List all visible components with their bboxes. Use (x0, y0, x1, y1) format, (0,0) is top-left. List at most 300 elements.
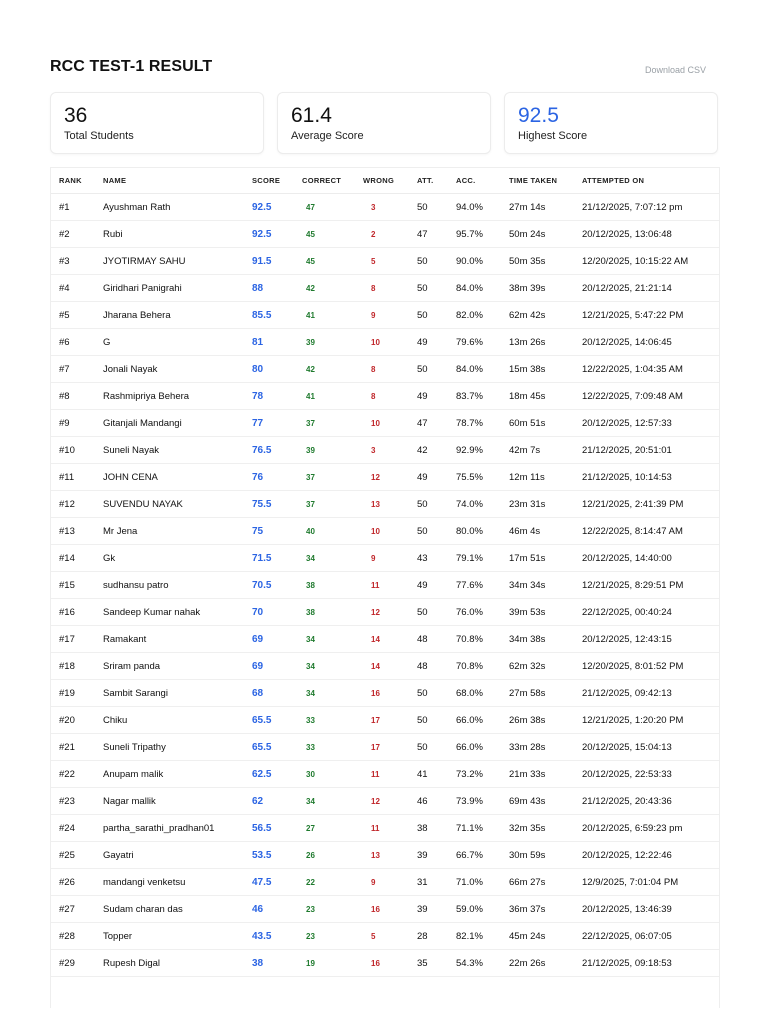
cell-wrong: 10 (363, 410, 417, 437)
cell-correct: 37 (302, 464, 363, 491)
cell-correct: 45 (302, 221, 363, 248)
cell-attempted-on: 20/12/2025, 14:06:45 (582, 329, 719, 356)
cell-accuracy: 82.1% (456, 923, 509, 950)
cell-name: Sambit Sarangi (103, 680, 252, 707)
cell-name: sudhansu patro (103, 572, 252, 599)
cell-name: Ayushman Rath (103, 194, 252, 221)
table-row (51, 653, 719, 680)
cell-name: Suneli Nayak (103, 437, 252, 464)
cell-accuracy: 94.0% (456, 194, 509, 221)
results-table-container (50, 167, 720, 1008)
table-row (51, 950, 719, 977)
cell-correct: 42 (302, 275, 363, 302)
cell-name: Chiku (103, 707, 252, 734)
cell-correct: 41 (302, 383, 363, 410)
cell-time-taken: 62m 32s (509, 653, 582, 680)
cell-accuracy: 90.0% (456, 248, 509, 275)
cell-time-taken: 15m 38s (509, 356, 582, 383)
cell-score: 38 (252, 950, 302, 977)
cell-score: 68 (252, 680, 302, 707)
cell-rank: #22 (51, 761, 103, 788)
cell-attempted-on: 21/12/2025, 7:07:12 pm (582, 194, 719, 221)
cell-wrong: 17 (363, 707, 417, 734)
table-row (51, 815, 719, 842)
cell-score: 75 (252, 518, 302, 545)
cell-attempted: 50 (417, 599, 456, 626)
cell-accuracy: 66.0% (456, 734, 509, 761)
cell-wrong: 2 (363, 221, 417, 248)
cell-attempted: 50 (417, 275, 456, 302)
table-row (51, 248, 719, 275)
stat-label: Total Students (64, 130, 134, 142)
cell-attempted-on: 20/12/2025, 12:57:33 (582, 410, 719, 437)
table-row (51, 275, 719, 302)
cell-score: 70 (252, 599, 302, 626)
cell-rank: #9 (51, 410, 103, 437)
cell-accuracy: 70.8% (456, 626, 509, 653)
cell-score: 75.5 (252, 491, 302, 518)
cell-wrong: 13 (363, 491, 417, 518)
cell-accuracy: 79.1% (456, 545, 509, 572)
cell-correct: 39 (302, 329, 363, 356)
cell-accuracy: 75.5% (456, 464, 509, 491)
cell-wrong: 12 (363, 599, 417, 626)
col-header-name[interactable]: NAME (103, 168, 252, 194)
cell-attempted-on: 12/9/2025, 7:01:04 PM (582, 869, 719, 896)
cell-accuracy: 59.0% (456, 896, 509, 923)
stat-label: Average Score (291, 130, 364, 142)
results-table (51, 168, 719, 977)
cell-score: 77 (252, 410, 302, 437)
col-header-time-taken[interactable]: TIME TAKEN (509, 168, 582, 194)
cell-correct: 26 (302, 842, 363, 869)
cell-rank: #2 (51, 221, 103, 248)
table-row (51, 869, 719, 896)
cell-accuracy: 73.9% (456, 788, 509, 815)
cell-time-taken: 18m 45s (509, 383, 582, 410)
cell-attempted-on: 12/22/2025, 1:04:35 AM (582, 356, 719, 383)
cell-attempted-on: 12/22/2025, 7:09:48 AM (582, 383, 719, 410)
cell-rank: #20 (51, 707, 103, 734)
cell-score: 70.5 (252, 572, 302, 599)
cell-accuracy: 66.7% (456, 842, 509, 869)
cell-score: 91.5 (252, 248, 302, 275)
cell-wrong: 12 (363, 788, 417, 815)
cell-correct: 34 (302, 545, 363, 572)
cell-attempted-on: 12/22/2025, 8:14:47 AM (582, 518, 719, 545)
cell-correct: 38 (302, 572, 363, 599)
cell-accuracy: 92.9% (456, 437, 509, 464)
cell-attempted: 43 (417, 545, 456, 572)
cell-accuracy: 83.7% (456, 383, 509, 410)
cell-name: Rashmipriya Behera (103, 383, 252, 410)
cell-wrong: 8 (363, 275, 417, 302)
cell-rank: #17 (51, 626, 103, 653)
cell-attempted-on: 20/12/2025, 22:53:33 (582, 761, 719, 788)
cell-accuracy: 71.1% (456, 815, 509, 842)
col-header-attempted[interactable]: ATT. (417, 168, 456, 194)
cell-attempted-on: 20/12/2025, 15:04:13 (582, 734, 719, 761)
cell-score: 47.5 (252, 869, 302, 896)
cell-wrong: 16 (363, 950, 417, 977)
table-row (51, 896, 719, 923)
cell-attempted-on: 21/12/2025, 09:42:13 (582, 680, 719, 707)
cell-correct: 34 (302, 788, 363, 815)
cell-attempted: 41 (417, 761, 456, 788)
cell-score: 85.5 (252, 302, 302, 329)
cell-attempted: 47 (417, 410, 456, 437)
cell-correct: 23 (302, 923, 363, 950)
table-row (51, 302, 719, 329)
cell-time-taken: 33m 28s (509, 734, 582, 761)
cell-rank: #13 (51, 518, 103, 545)
cell-score: 76.5 (252, 437, 302, 464)
table-header-row (51, 168, 719, 194)
cell-attempted: 49 (417, 464, 456, 491)
cell-correct: 30 (302, 761, 363, 788)
cell-correct: 34 (302, 626, 363, 653)
cell-correct: 33 (302, 734, 363, 761)
cell-name: Rubi (103, 221, 252, 248)
page-header (50, 58, 718, 82)
cell-name: Jonali Nayak (103, 356, 252, 383)
cell-wrong: 5 (363, 248, 417, 275)
cell-score: 69 (252, 626, 302, 653)
cell-correct: 22 (302, 869, 363, 896)
table-row (51, 437, 719, 464)
cell-time-taken: 30m 59s (509, 842, 582, 869)
cell-name: Mr Jena (103, 518, 252, 545)
cell-correct: 33 (302, 707, 363, 734)
cell-time-taken: 69m 43s (509, 788, 582, 815)
cell-time-taken: 32m 35s (509, 815, 582, 842)
cell-time-taken: 12m 11s (509, 464, 582, 491)
table-row (51, 788, 719, 815)
cell-attempted-on: 20/12/2025, 12:43:15 (582, 626, 719, 653)
page-title: RCC TEST-1 RESULT (50, 58, 213, 75)
cell-attempted: 50 (417, 734, 456, 761)
cell-rank: #12 (51, 491, 103, 518)
cell-correct: 19 (302, 950, 363, 977)
cell-score: 43.5 (252, 923, 302, 950)
cell-wrong: 14 (363, 653, 417, 680)
cell-wrong: 3 (363, 437, 417, 464)
cell-accuracy: 82.0% (456, 302, 509, 329)
cell-score: 69 (252, 653, 302, 680)
cell-attempted-on: 20/12/2025, 13:46:39 (582, 896, 719, 923)
stat-card-total-students (50, 92, 264, 154)
cell-name: Gayatri (103, 842, 252, 869)
cell-correct: 45 (302, 248, 363, 275)
cell-rank: #8 (51, 383, 103, 410)
cell-attempted-on: 21/12/2025, 09:18:53 (582, 950, 719, 977)
cell-time-taken: 17m 51s (509, 545, 582, 572)
cell-wrong: 17 (363, 734, 417, 761)
cell-score: 76 (252, 464, 302, 491)
cell-wrong: 12 (363, 464, 417, 491)
cell-accuracy: 84.0% (456, 275, 509, 302)
cell-score: 92.5 (252, 194, 302, 221)
cell-accuracy: 79.6% (456, 329, 509, 356)
cell-rank: #25 (51, 842, 103, 869)
cell-attempted: 39 (417, 896, 456, 923)
cell-attempted-on: 20/12/2025, 21:21:14 (582, 275, 719, 302)
table-row (51, 842, 719, 869)
cell-rank: #11 (51, 464, 103, 491)
cell-accuracy: 76.0% (456, 599, 509, 626)
cell-name: partha_sarathi_pradhan01 (103, 815, 252, 842)
cell-accuracy: 70.8% (456, 653, 509, 680)
table-row (51, 572, 719, 599)
cell-time-taken: 21m 33s (509, 761, 582, 788)
cell-attempted-on: 22/12/2025, 06:07:05 (582, 923, 719, 950)
cell-correct: 37 (302, 410, 363, 437)
table-row (51, 329, 719, 356)
cell-correct: 41 (302, 302, 363, 329)
cell-accuracy: 73.2% (456, 761, 509, 788)
cell-attempted: 50 (417, 248, 456, 275)
cell-attempted-on: 20/12/2025, 6:59:23 pm (582, 815, 719, 842)
cell-time-taken: 26m 38s (509, 707, 582, 734)
cell-attempted-on: 21/12/2025, 20:51:01 (582, 437, 719, 464)
col-header-correct[interactable]: CORRECT (302, 168, 363, 194)
cell-time-taken: 42m 7s (509, 437, 582, 464)
cell-correct: 37 (302, 491, 363, 518)
cell-accuracy: 54.3% (456, 950, 509, 977)
cell-rank: #14 (51, 545, 103, 572)
cell-accuracy: 77.6% (456, 572, 509, 599)
stat-card-highest-score (504, 92, 718, 154)
cell-attempted: 48 (417, 626, 456, 653)
cell-rank: #5 (51, 302, 103, 329)
cell-time-taken: 34m 34s (509, 572, 582, 599)
cell-time-taken: 34m 38s (509, 626, 582, 653)
cell-name: Ramakant (103, 626, 252, 653)
cell-time-taken: 50m 24s (509, 221, 582, 248)
col-header-wrong[interactable]: WRONG (363, 168, 417, 194)
cell-attempted: 28 (417, 923, 456, 950)
cell-rank: #28 (51, 923, 103, 950)
table-row (51, 734, 719, 761)
cell-wrong: 8 (363, 356, 417, 383)
cell-score: 62.5 (252, 761, 302, 788)
cell-rank: #6 (51, 329, 103, 356)
cell-attempted-on: 12/20/2025, 10:15:22 AM (582, 248, 719, 275)
cell-correct: 27 (302, 815, 363, 842)
cell-time-taken: 27m 58s (509, 680, 582, 707)
stats-row (50, 92, 718, 154)
cell-wrong: 9 (363, 302, 417, 329)
cell-attempted: 42 (417, 437, 456, 464)
cell-attempted: 50 (417, 302, 456, 329)
col-header-rank[interactable]: RANK (51, 168, 103, 194)
cell-name: JOHN CENA (103, 464, 252, 491)
cell-name: Nagar mallik (103, 788, 252, 815)
cell-correct: 42 (302, 356, 363, 383)
cell-rank: #24 (51, 815, 103, 842)
cell-wrong: 10 (363, 329, 417, 356)
cell-name: Sriram panda (103, 653, 252, 680)
cell-time-taken: 36m 37s (509, 896, 582, 923)
cell-wrong: 14 (363, 626, 417, 653)
cell-attempted: 49 (417, 383, 456, 410)
cell-correct: 34 (302, 680, 363, 707)
cell-rank: #4 (51, 275, 103, 302)
cell-attempted-on: 20/12/2025, 13:06:48 (582, 221, 719, 248)
cell-attempted: 50 (417, 518, 456, 545)
cell-rank: #3 (51, 248, 103, 275)
cell-attempted-on: 12/21/2025, 2:41:39 PM (582, 491, 719, 518)
cell-time-taken: 60m 51s (509, 410, 582, 437)
table-row (51, 680, 719, 707)
cell-attempted-on: 22/12/2025, 00:40:24 (582, 599, 719, 626)
stat-value: 61.4 (291, 104, 332, 127)
cell-time-taken: 46m 4s (509, 518, 582, 545)
table-row (51, 221, 719, 248)
cell-attempted-on: 12/20/2025, 8:01:52 PM (582, 653, 719, 680)
cell-correct: 34 (302, 653, 363, 680)
cell-score: 88 (252, 275, 302, 302)
cell-correct: 40 (302, 518, 363, 545)
cell-attempted-on: 20/12/2025, 12:22:46 (582, 842, 719, 869)
cell-wrong: 11 (363, 761, 417, 788)
stat-value: 36 (64, 104, 88, 127)
cell-name: SUVENDU NAYAK (103, 491, 252, 518)
cell-attempted-on: 12/21/2025, 1:20:20 PM (582, 707, 719, 734)
cell-rank: #27 (51, 896, 103, 923)
cell-name: JYOTIRMAY SAHU (103, 248, 252, 275)
table-row (51, 626, 719, 653)
cell-attempted-on: 12/21/2025, 8:29:51 PM (582, 572, 719, 599)
cell-accuracy: 68.0% (456, 680, 509, 707)
cell-score: 81 (252, 329, 302, 356)
cell-wrong: 13 (363, 842, 417, 869)
stat-label: Highest Score (518, 130, 588, 142)
cell-name: Gk (103, 545, 252, 572)
cell-score: 65.5 (252, 734, 302, 761)
cell-rank: #23 (51, 788, 103, 815)
table-row (51, 923, 719, 950)
cell-score: 80 (252, 356, 302, 383)
cell-rank: #7 (51, 356, 103, 383)
cell-wrong: 10 (363, 518, 417, 545)
cell-attempted: 46 (417, 788, 456, 815)
cell-wrong: 9 (363, 869, 417, 896)
table-row (51, 599, 719, 626)
cell-time-taken: 66m 27s (509, 869, 582, 896)
table-row (51, 491, 719, 518)
table-row (51, 464, 719, 491)
cell-rank: #10 (51, 437, 103, 464)
col-header-accuracy[interactable]: ACC. (456, 168, 509, 194)
cell-score: 92.5 (252, 221, 302, 248)
cell-wrong: 11 (363, 815, 417, 842)
table-row (51, 410, 719, 437)
cell-name: Anupam malik (103, 761, 252, 788)
cell-name: Suneli Tripathy (103, 734, 252, 761)
col-header-attempted-on[interactable]: ATTEMPTED ON (582, 168, 719, 194)
cell-score: 65.5 (252, 707, 302, 734)
cell-accuracy: 84.0% (456, 356, 509, 383)
cell-rank: #16 (51, 599, 103, 626)
cell-attempted-on: 12/21/2025, 5:47:22 PM (582, 302, 719, 329)
table-row (51, 383, 719, 410)
cell-attempted-on: 20/12/2025, 14:40:00 (582, 545, 719, 572)
stat-value: 92.5 (518, 104, 559, 127)
cell-rank: #15 (51, 572, 103, 599)
cell-attempted: 49 (417, 329, 456, 356)
cell-time-taken: 38m 39s (509, 275, 582, 302)
cell-score: 53.5 (252, 842, 302, 869)
cell-name: Gitanjali Mandangi (103, 410, 252, 437)
cell-wrong: 8 (363, 383, 417, 410)
table-body (51, 194, 719, 977)
cell-wrong: 11 (363, 572, 417, 599)
cell-attempted: 49 (417, 572, 456, 599)
cell-rank: #26 (51, 869, 103, 896)
cell-time-taken: 39m 53s (509, 599, 582, 626)
table-row (51, 194, 719, 221)
cell-name: mandangi venketsu (103, 869, 252, 896)
cell-rank: #29 (51, 950, 103, 977)
cell-attempted-on: 21/12/2025, 10:14:53 (582, 464, 719, 491)
cell-attempted: 48 (417, 653, 456, 680)
cell-time-taken: 23m 31s (509, 491, 582, 518)
cell-accuracy: 74.0% (456, 491, 509, 518)
cell-score: 46 (252, 896, 302, 923)
cell-correct: 38 (302, 599, 363, 626)
cell-name: Topper (103, 923, 252, 950)
cell-attempted: 50 (417, 356, 456, 383)
cell-attempted: 47 (417, 221, 456, 248)
cell-score: 78 (252, 383, 302, 410)
cell-accuracy: 80.0% (456, 518, 509, 545)
cell-attempted: 50 (417, 707, 456, 734)
cell-wrong: 16 (363, 680, 417, 707)
cell-time-taken: 27m 14s (509, 194, 582, 221)
cell-attempted-on: 21/12/2025, 20:43:36 (582, 788, 719, 815)
cell-wrong: 5 (363, 923, 417, 950)
cell-time-taken: 50m 35s (509, 248, 582, 275)
cell-time-taken: 62m 42s (509, 302, 582, 329)
table-row (51, 545, 719, 572)
cell-score: 62 (252, 788, 302, 815)
cell-wrong: 3 (363, 194, 417, 221)
cell-name: G (103, 329, 252, 356)
cell-name: Sudam charan das (103, 896, 252, 923)
cell-correct: 23 (302, 896, 363, 923)
cell-accuracy: 95.7% (456, 221, 509, 248)
download-csv-link[interactable]: Download CSV (644, 65, 706, 75)
cell-score: 71.5 (252, 545, 302, 572)
cell-accuracy: 71.0% (456, 869, 509, 896)
cell-correct: 47 (302, 194, 363, 221)
cell-rank: #1 (51, 194, 103, 221)
stat-card-average-score (277, 92, 491, 154)
cell-accuracy: 66.0% (456, 707, 509, 734)
table-row (51, 518, 719, 545)
cell-time-taken: 45m 24s (509, 923, 582, 950)
col-header-score[interactable]: SCORE (252, 168, 302, 194)
cell-rank: #19 (51, 680, 103, 707)
cell-wrong: 16 (363, 896, 417, 923)
cell-attempted: 31 (417, 869, 456, 896)
cell-attempted: 50 (417, 194, 456, 221)
cell-attempted: 50 (417, 680, 456, 707)
cell-name: Jharana Behera (103, 302, 252, 329)
table-row (51, 356, 719, 383)
cell-time-taken: 13m 26s (509, 329, 582, 356)
